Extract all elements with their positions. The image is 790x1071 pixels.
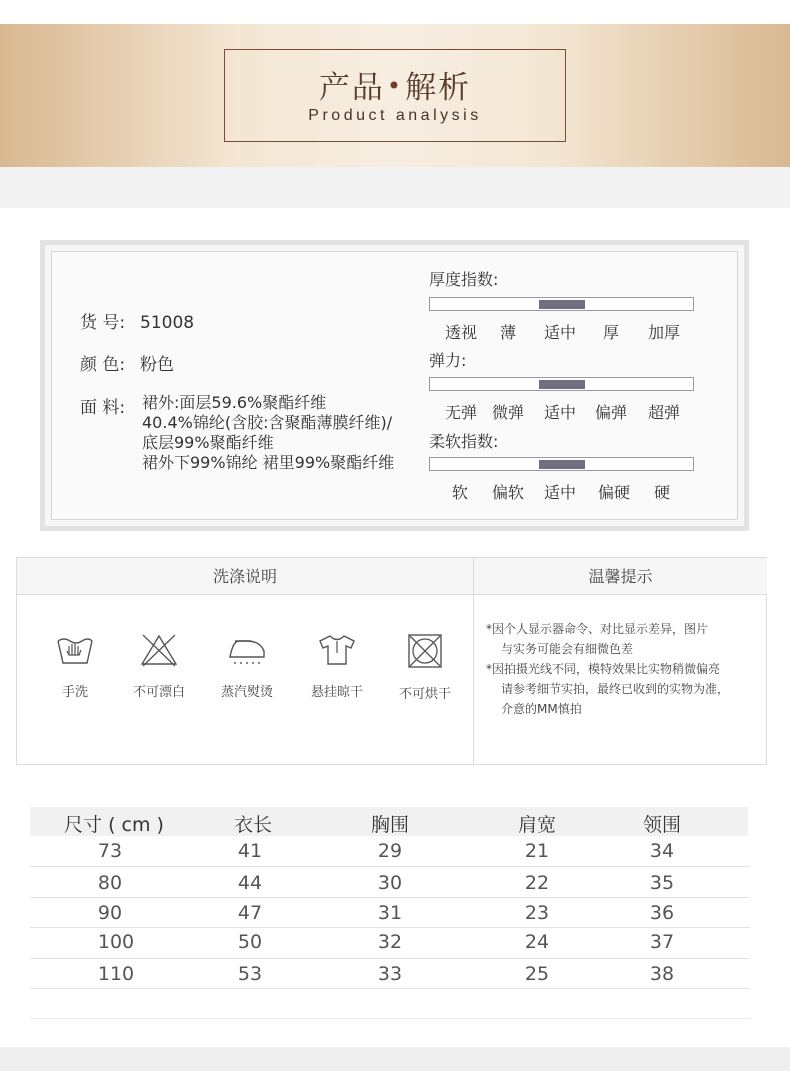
size-cell: 31 xyxy=(377,902,403,924)
banner-title-frame xyxy=(224,49,566,142)
thickness-option: 透视 xyxy=(444,323,478,342)
softness-option: 适中 xyxy=(543,483,577,502)
thickness-option: 厚 xyxy=(602,323,620,342)
thickness-option: 加厚 xyxy=(647,323,681,342)
tip-line-5: 介意的MM慎拍 xyxy=(501,702,582,716)
size-cell: 41 xyxy=(237,840,263,862)
elasticity-option: 无弹 xyxy=(444,403,478,422)
size-header-length: 衣长 xyxy=(233,814,273,836)
size-cell: 36 xyxy=(649,902,675,924)
size-cell: 50 xyxy=(237,931,263,953)
care-label-steam-iron: 蒸汽熨烫 xyxy=(220,685,273,700)
fabric-line-4: 裙外下99%锦纶 裙里99%聚酯纤维 xyxy=(142,453,395,472)
tip-line-3: *因拍摄光线不同，模特效果比实物稍微偏亮 xyxy=(486,662,721,676)
size-cell: 100 xyxy=(97,931,135,953)
bottom-band xyxy=(0,1047,790,1071)
softness-option: 硬 xyxy=(653,483,671,502)
care-label-no-bleach: 不可漂白 xyxy=(132,685,185,700)
item-number-row xyxy=(80,308,194,333)
fabric-label: 面 料: xyxy=(80,398,126,418)
banner-title-part-1: 产品 xyxy=(318,70,385,106)
size-cell: 24 xyxy=(524,931,550,953)
no-bleach-icon xyxy=(119,633,199,667)
size-cell: 110 xyxy=(97,963,135,985)
tips-header: 温馨提示 xyxy=(474,558,767,595)
item-number-label: 货 号: xyxy=(80,313,126,333)
care-label-no-tumble-dry: 不可烘干 xyxy=(398,687,451,702)
care-item-steam-iron xyxy=(207,633,287,700)
steam-iron-icon xyxy=(207,633,287,667)
row-divider xyxy=(30,958,750,959)
softness-meter-fill xyxy=(539,460,585,469)
softness-option: 偏软 xyxy=(491,483,525,502)
size-cell: 33 xyxy=(377,963,403,985)
elasticity-title: 弹力: xyxy=(429,351,467,370)
size-cell: 53 xyxy=(237,963,263,985)
top-strip xyxy=(0,0,790,24)
thickness-title: 厚度指数: xyxy=(429,270,499,289)
size-header-size: 尺寸 ( cm ) xyxy=(64,814,164,836)
size-cell: 34 xyxy=(649,840,675,862)
care-item-no-bleach xyxy=(119,633,199,700)
tip-line-4: 请参考细节实拍，最终已收到的实物为准， xyxy=(501,682,730,696)
softness-option: 软 xyxy=(451,483,469,502)
size-cell: 35 xyxy=(649,872,675,894)
size-cell: 23 xyxy=(524,902,550,924)
elasticity-option: 偏弹 xyxy=(594,403,628,422)
size-cell: 22 xyxy=(524,872,550,894)
thickness-meter xyxy=(429,297,694,311)
color-row xyxy=(80,350,174,375)
elasticity-meter xyxy=(429,377,694,391)
hand-wash-icon xyxy=(35,633,115,667)
size-cell: 30 xyxy=(377,872,403,894)
elasticity-option: 超弹 xyxy=(647,403,681,422)
care-item-no-tumble-dry xyxy=(385,633,465,702)
thickness-option: 薄 xyxy=(499,323,517,342)
size-cell: 21 xyxy=(524,840,550,862)
color-label: 颜 色: xyxy=(80,355,126,375)
row-divider xyxy=(30,897,750,898)
banner-title-dot: • xyxy=(386,72,404,100)
size-cell: 44 xyxy=(237,872,263,894)
elasticity-meter-fill xyxy=(539,380,585,389)
size-header-shoulder: 肩宽 xyxy=(517,814,557,836)
tip-line-1: *因个人显示器命令、对比显示差异，图片 xyxy=(486,622,709,636)
table-bottom-line xyxy=(30,1018,750,1019)
softness-meter xyxy=(429,457,694,471)
size-cell: 73 xyxy=(97,840,123,862)
size-cell: 38 xyxy=(649,963,675,985)
size-cell: 32 xyxy=(377,931,403,953)
care-label-hang-dry: 悬挂晾干 xyxy=(310,685,363,700)
size-cell: 90 xyxy=(97,902,123,924)
softness-title: 柔软指数: xyxy=(429,432,499,451)
fabric-line-1: 裙外:面层59.6%聚酯纤维 xyxy=(142,393,327,412)
elasticity-option: 微弹 xyxy=(491,403,525,422)
fabric-line-2: 40.4%锦纶(含胶:含聚酯薄膜纤维)/ xyxy=(142,413,393,432)
banner-subtitle: Product analysis xyxy=(308,107,482,124)
row-divider xyxy=(30,988,750,989)
no-tumble-dry-icon xyxy=(385,633,465,669)
hang-dry-icon xyxy=(297,633,377,667)
care-column-divider xyxy=(473,558,474,764)
care-and-tips-table xyxy=(16,557,767,765)
care-item-hand-wash xyxy=(35,633,115,700)
size-header-collar: 领围 xyxy=(642,814,682,836)
size-header-chest: 胸围 xyxy=(370,814,410,836)
size-cell: 80 xyxy=(97,872,123,894)
care-label-hand-wash: 手洗 xyxy=(61,685,88,700)
thickness-meter-fill xyxy=(539,300,585,309)
product-analysis-banner xyxy=(0,24,790,167)
row-divider xyxy=(30,927,750,928)
section-separator xyxy=(0,167,790,208)
tip-line-2: 与实务可能会有细微色差 xyxy=(501,642,634,656)
size-cell: 25 xyxy=(524,963,550,985)
row-divider xyxy=(30,866,750,867)
softness-option: 偏硬 xyxy=(597,483,631,502)
banner-title-part-2: 解析 xyxy=(405,70,472,106)
care-header: 洗涤说明 xyxy=(17,558,473,595)
banner-title xyxy=(225,62,565,107)
size-cell: 47 xyxy=(237,902,263,924)
item-number-value: 51008 xyxy=(140,313,195,333)
size-cell: 29 xyxy=(377,840,403,862)
thickness-option: 适中 xyxy=(543,323,577,342)
care-item-hang-dry xyxy=(297,633,377,700)
fabric-line-3: 底层99%聚酯纤维 xyxy=(142,433,274,452)
color-value: 粉色 xyxy=(140,355,174,375)
size-cell: 37 xyxy=(649,931,675,953)
elasticity-option: 适中 xyxy=(543,403,577,422)
